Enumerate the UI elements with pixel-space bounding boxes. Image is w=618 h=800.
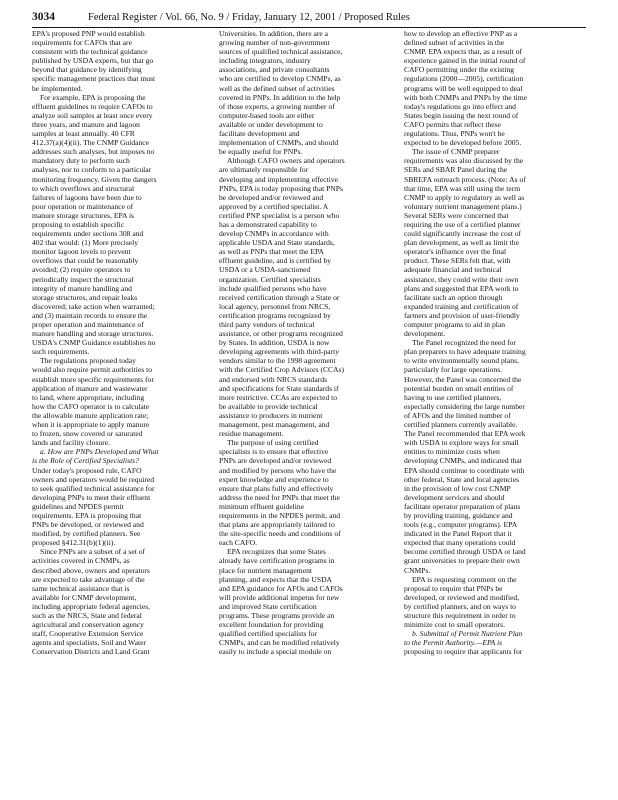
text-line: and specifications for State standards if [219,383,339,393]
text-line: ensure that plans fully and effectively [219,483,334,493]
text-line: the site-specific needs and conditions of [219,529,341,539]
text-line: planning, and expects that the USDA [219,574,333,584]
text-line: Although CAFO owners and operators [227,156,345,166]
text-line: expanded training and certification of [404,301,519,311]
text-line: be equally useful for PNPs. [219,147,303,157]
text-line: voluntary nutrient management plans.) [404,201,522,211]
text-line: developing agreements with third-party [219,347,339,357]
text-line: develop CNMPs in accordance with [219,229,329,239]
text-line: potential burden on small entities of [404,383,514,393]
page-header [32,10,586,25]
text-line: 412.37(a)(4)(ii). The CNMP Guidance [32,138,150,148]
text-line: including integrators, industry [219,56,311,66]
text-line: tools (e.g., computer programs). EPA [404,520,518,530]
text-line: overflows that could be reasonably [32,256,139,266]
text-column-3 [404,29,584,791]
text-line: Under today's proposed rule, CAFO [32,465,142,475]
text-line: plan development, as well as limit the [404,238,519,248]
text-line: vendors similar to the 1998 agreement [219,356,336,366]
text-line: place for nutrient management [219,565,312,575]
text-line: who are certified to develop CNMPs, as [219,74,341,84]
text-line: developing PNPs to meet their effluent [32,492,151,502]
text-line: analyze soil samples at least once every [32,110,153,120]
text-line: development. [404,329,446,339]
text-line: lands and facility closure. [32,438,111,448]
text-line: storage structures, and repair leaks [32,292,138,302]
text-line: The regulations proposed today [40,356,136,366]
text-line: of AFOs and the limited number of [404,410,511,420]
text-line: how the CAFO operator is to calculate [32,401,150,411]
text-line: EPA recognizes that some States [227,547,326,557]
text-line: facilitate development and [219,129,300,139]
text-line: regulations (2000—2005), certification [404,74,524,84]
text-line: SBREFA outreach process. (Note: As of [404,174,526,184]
text-line: application of manure and wastewater [32,383,148,393]
text-line: implementation of CNMPs, and should [219,138,339,148]
text-line: developing CNMPs, and indicated that [404,456,522,466]
text-line: expected to be developed before 2005. [404,138,522,148]
text-line: become certified through USDA or land [404,547,526,557]
text-line: establish more specific requirements for [32,374,154,384]
text-line: CNMPs. [404,565,431,575]
text-line: easily to include a special module on [219,647,332,657]
text-line: particularly for large operations. [404,365,503,375]
text-line: programs. These programs provide an [219,611,335,620]
text-line: to the Permit Authority.—EPA is [404,638,503,648]
text-line: EPA's proposed PNP would establish [32,29,145,38]
text-line: minimum effluent guideline [219,501,305,511]
text-line: proposing to require that applicants for [404,647,523,657]
text-line: regulations. Thus, PNPs won't be [404,129,505,139]
text-line: However, the Panel was concerned the [404,374,522,384]
text-line: that time, EPA was still using the term [404,183,521,193]
text-line: applicable USDA and State standards, [219,238,335,248]
text-line: certified planners currently available. [404,420,518,430]
text-line: include qualified persons who have [219,283,327,293]
text-line: SERs and SBAR Panel during the [404,165,508,175]
text-line: by certified planners, and on ways to [404,601,516,611]
text-line: plan preparers to have adequate training [404,347,526,357]
text-line: Conservation Districts and Land Grant [32,647,150,657]
text-line: CAFO permits that reflect these [404,119,502,129]
text-line: described above, owners and operators [32,565,150,575]
text-line: more restrictive. CCAs are expected to [219,392,338,402]
text-line: entities to minimize costs when [404,447,500,457]
text-line: requirements was also discussed by the [404,156,524,166]
text-line: monitoring frequency. Given the dangers [32,174,157,184]
text-line: certified PNP specialist is a person who [219,210,340,220]
text-line: with USDA to explore ways for small [404,438,519,448]
text-line: third party vendors of technical [219,320,315,329]
text-line: PNPs are developed and/or reviewed [219,456,332,466]
text-line: discovered; take action when warranted; [32,301,155,311]
text-line: will provide additional impetus for new [219,592,340,602]
text-line: failures of lagoons have been due to [32,192,142,202]
text-line: three years, and manure and lagoon [32,119,140,129]
text-line: PNPs, EPA is today proposing that PNPs [219,183,343,193]
text-line: effluent guidelines to require CAFOs to [32,101,153,111]
text-line: today's regulations go into effect and [404,101,516,111]
text-line: covered in PNPs. In addition to the help [219,92,341,102]
text-line: computer programs to aid in plan [404,320,506,329]
text-line: address the need for PNPs that meet the [219,492,340,502]
text-line: operator's influence over the final [404,247,507,257]
text-line: specialists is to ensure that effective [219,447,329,457]
text-line: 402 that would: (1) More precisely [32,238,139,248]
text-line: management, pest management, and [219,420,330,430]
text-line: specific management practices that must [32,74,156,84]
text-line: EPA should continue to coordinate with [404,465,525,475]
text-column-2 [219,29,399,791]
text-line: poor operation or maintenance of [32,201,134,211]
text-line: CAFO permitting under the existing [404,65,515,75]
text-line: are ultimately responsible for [219,165,309,175]
text-line: sources of qualified technical assistance, [219,47,343,57]
text-line: requirements. EPA is proposing that [32,510,142,520]
text-line: For example, EPA is proposing the [40,92,146,102]
text-line: samples at least annually. 40 CFR [32,129,135,139]
text-line: assistance to producers in nutrient [219,410,323,420]
text-line: to write environmentally sound plans, [404,356,519,366]
text-line: proper operation and maintenance of [32,320,144,329]
text-line: mandatory duty to perform such [32,156,130,166]
header-rule [32,27,586,28]
text-line: owners and operators would be required [32,474,155,484]
text-line: manure handling and storage structures. [32,329,154,339]
text-line: excellent foundation for providing [219,620,324,630]
text-line: be implemented. [32,83,83,93]
text-line: experience gained in the initial round of [404,56,526,66]
text-line: certification programs recognized by [219,310,331,320]
text-line: consistent with the technical guidance [32,47,148,57]
text-line: The issue of CNMP preparer [412,147,500,157]
text-line: manure storage structures, EPA is [32,210,135,220]
text-line: activities covered in CNMPs, as [32,556,130,566]
text-line: each CAFO. [219,538,257,548]
text-line: approved by a certified specialist. A [219,201,329,211]
text-column-1 [32,29,212,791]
text-line: growing number of non-government [219,38,330,48]
text-line: CNMPs, and can be modified relatively [219,638,340,648]
text-line: facilitate operator preparation of plans [404,501,521,511]
text-line: assistance, they could write their own [404,274,519,284]
text-line: agricultural and conservation agency [32,620,144,630]
text-line: organization. Certified specialists [219,274,321,284]
text-line: development services and should [404,492,505,502]
text-line: facilitate such an option through [404,292,503,302]
text-line: analyses, nor to conform to a particular [32,165,152,175]
text-line: residue management. [219,429,284,439]
text-line: with the Certified Crop Advisors (CCAs) [219,365,345,375]
text-line: defined subset of activities in the [404,38,505,48]
text-line: States begin issuing the next round of [404,110,519,120]
text-line: plans and suggested that EPA work to [404,283,519,293]
text-line: local agency, personnel from NRCS, [219,301,331,311]
text-line: monitor lagoon levels to prevent [32,247,131,257]
text-line: grant universities to prepare their own [404,556,520,566]
text-line: already have certification programs in [219,556,335,566]
text-line: PNPs be developed, or reviewed and [32,520,144,530]
text-line: same technical assistance that is [32,583,130,593]
text-line: be available to provide technical [219,401,318,411]
text-line: expected that many operations could [404,538,516,548]
text-line: could significantly increase the cost of [404,229,522,239]
text-line: The Panel recommended that EPA work [404,429,526,439]
text-line: having to use certified planners, [404,392,502,402]
text-line: USDA or a USDA-sanctioned [219,265,311,275]
text-line: and EPA guidance for AFOs and CAFOs [219,583,343,593]
text-line: indicated in the Panel Report that it [404,529,512,539]
text-line: developing and implementing effective [219,174,339,184]
text-line: and (3) maintain records to ensure the [32,310,148,320]
text-line: avoided; (2) require operators to [32,265,131,275]
text-line: that plans are appropriately tailored to [219,520,335,530]
text-line: in the provision of low cost CNMP [404,483,511,493]
text-line: CNMP. EPA expects that, as a result of [404,47,523,57]
text-line: integrity of manure handling and [32,283,132,293]
text-line: and modified by persons who have the [219,465,337,475]
text-line: addresses such analyses, but imposes no [32,147,155,157]
text-line: are expected to take advantage of the [32,574,145,584]
text-line: agents and specialists, Soil and Water [32,638,146,648]
text-line: beyond that guidance by identifying [32,65,142,75]
text-line: of those experts, a growing number of [219,101,335,111]
text-line: the allowable manure application rate; [32,410,149,420]
text-line: computer-based tools are either [219,110,315,120]
text-line: programs will be well equipped to deal [404,83,523,93]
text-line: be developed and/or reviewed and [219,192,324,202]
text-line: and improved State certification [219,601,317,611]
text-line: guidelines and NPDES permit [32,501,124,511]
text-line: to which overflows and structural [32,183,135,193]
text-line: qualified certified specialists for [219,629,318,639]
text-line: Several SERs were concerned that [404,210,509,220]
text-line: a. How are PNPs Developed and What [40,447,159,457]
text-line: published by USDA experts, but that go [32,56,154,66]
text-line: proposing to establish specific [32,219,125,229]
text-line: requirements for CAFOs that are [32,38,132,48]
text-line: well as the defined subset of activities [219,83,335,93]
text-line: staff, Cooperative Extension Service [32,629,144,639]
text-line: Since PNPs are a subset of a set of [40,547,146,557]
text-line: to seek qualified technical assistance for [32,483,155,493]
text-line: periodically inspect the structural [32,274,134,284]
text-line: effluent guideline, and is certified by [219,256,332,266]
text-line: farmers and provision of user-friendly [404,310,520,320]
text-line: assistance, or other programs recognized [219,329,343,339]
text-line: received certification through a State or [219,292,340,302]
text-line: The Panel recognized the need for [412,338,516,348]
running-head: Federal Register / Vol. 66, No. 9 / Friday, January 12, 2001 / Proposed Rules [88,12,410,23]
text-line: with both CNMPs and PNPs by the time [404,92,527,102]
text-line: such requirements. [32,347,90,357]
text-line: Universities. In addition, there are a [219,29,329,38]
text-line: developed, or reviewed and modified, [404,592,520,602]
text-line: requirements under sections 308 and [32,229,144,239]
text-line: The purpose of using certified [227,438,319,448]
text-line: by States. In addition, USDA is now [219,338,330,348]
text-line: minimize cost to small operators. [404,620,506,630]
text-line: has a demonstrated capability to [219,219,317,229]
text-line: to land, where appropriate, including [32,392,145,402]
text-line: USDA's CNMP Guidance establishes no [32,338,156,348]
text-line: including appropriate federal agencies, [32,601,151,611]
text-line: and endorsed with NRCS standards [219,374,327,384]
text-line: requiring the use of a certified planner [404,219,521,229]
text-line: associations, and private consultants [219,65,330,75]
text-line: product. These SERs felt that, with [404,256,511,266]
text-line: to frozen, snow covered or saturated [32,429,143,439]
text-line: when it is appropriate to apply manure [32,420,150,430]
text-line: expert knowledge and experience to [219,474,329,484]
text-line: modified, by certified planners. See [32,529,141,539]
text-line: available or under development to [219,119,323,129]
text-line: other federal, State and local agencies [404,474,520,484]
page-number: 3034 [32,11,55,23]
text-line: proposal to require that PNPs be [404,583,503,593]
text-line: available for CNMP development, [32,592,137,602]
text-line: is the Role of Certified Specialists? [32,456,139,466]
text-line: CNMP to apply to regulatory as well as [404,192,525,202]
text-line: b. Submittal of Permit Nutrient Plan [412,629,523,639]
text-line: proposed §412.31(b)(1)(ii). [32,538,116,548]
text-line: how to develop an effective PNP as a [404,29,518,38]
text-line: adequate financial and technical [404,265,502,275]
text-line: by providing training, guidance and [404,510,513,520]
text-line: EPA is requesting comment on the [412,574,517,584]
text-line: especially considering the large number [404,401,525,411]
text-line: as well as PNPs that meet the EPA [219,247,324,257]
text-line: would also require permit authorities to [32,365,152,375]
text-line: structure this requirement in order to [404,611,516,620]
text-line: such as the NRCS, State and federal [32,611,142,620]
text-line: requirements in the NPDES permit, and [219,510,341,520]
